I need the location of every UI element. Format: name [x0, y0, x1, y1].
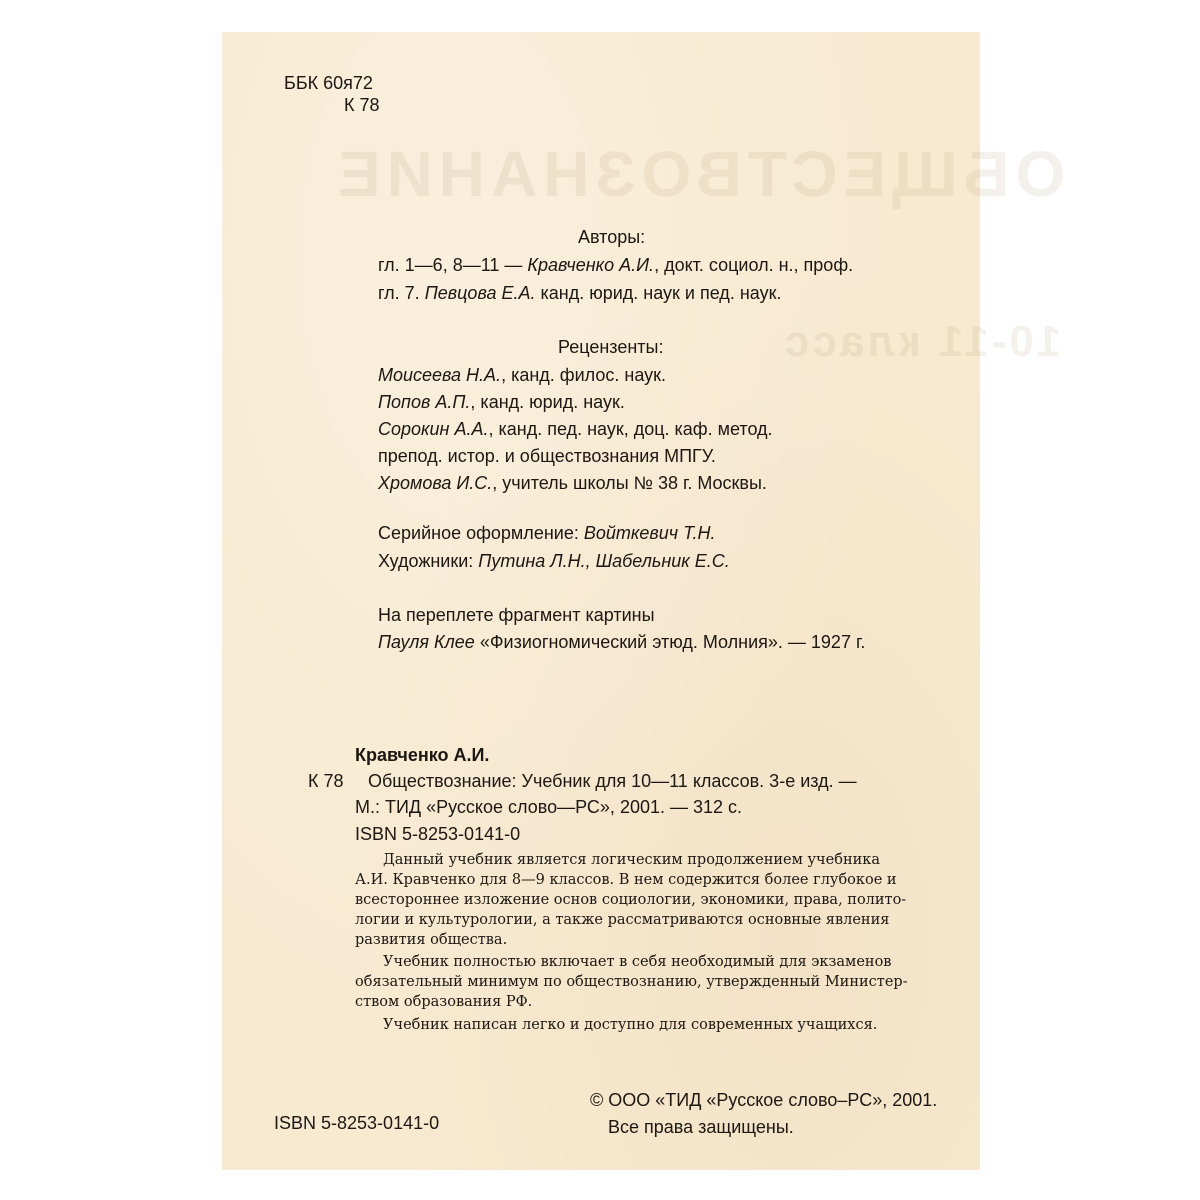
cover-note-line-1: На переплете фрагмент картины — [378, 605, 655, 625]
reviewer-details: , канд. филос. наук. — [501, 365, 666, 385]
reviewer-details: , канд. юрид. наук. — [470, 392, 625, 412]
authors-line-2-rest: канд. юрид. наук и пед. наук. — [535, 283, 782, 303]
author-name: Певцова Е.А. — [424, 283, 536, 303]
reviewer-details: препод. истор. и обществознания МПГУ. — [378, 446, 716, 466]
authors-line-1-prefix: гл. 1—6, 8—11 — — [378, 255, 528, 275]
catalog-author: Кравченко А.И. — [355, 745, 490, 765]
annotation-line: А.И. Кравченко для 8—9 классов. В нем содержится более глубокое и — [355, 872, 897, 888]
cover-note-line-2 — [378, 631, 865, 653]
catalog-isbn: ISBN 5-8253-0141-0 — [355, 824, 521, 844]
series-design-credit — [378, 522, 716, 544]
painting-title: «Физиогномический этюд. Молния». — 1927 г. — [474, 632, 866, 652]
catalog-publisher-line: М.: ТИД «Русское слово—РС», 2001. — 312 с. — [355, 797, 743, 817]
copyright-notice: © ООО «ТИД «Русское слово–РС», 2001. — [590, 1090, 938, 1110]
catalog-code: К 78 — [308, 771, 344, 791]
authors-line-1-rest: , докт. социол. н., проф. — [654, 255, 854, 275]
annotation-line: обязательный минимум по обществознанию, утвержденный Министер- — [355, 974, 908, 990]
reviewer-name: Попов А.П. — [378, 392, 471, 412]
reviewer-line — [378, 364, 666, 386]
author-mark: К 78 — [344, 95, 380, 115]
book-page — [222, 32, 1066, 1170]
catalog-title-line: Обществознание: Учебник для 10—11 классов. 3-е изд. — — [368, 771, 857, 791]
series-designer-name: Войткевич Т.Н. — [583, 523, 716, 543]
reviewer-name: Хромова И.С. — [378, 473, 493, 493]
annotation-line: ством образования РФ. — [355, 994, 533, 1010]
reviewer-line — [378, 418, 773, 440]
show-through-bleed: ОБЩЕСТВОЗНАНИЕ — [332, 138, 1066, 210]
artists-credit — [378, 550, 730, 572]
annotation-line: всестороннее изложение основ социологии, экономики, права, полито- — [355, 892, 907, 908]
reviewer-details: , учитель школы № 38 г. Москвы. — [492, 473, 767, 493]
annotation-line: Данный учебник является логическим продолжением учебника — [383, 852, 880, 868]
annotation-paragraph-2 — [355, 952, 937, 1012]
bbk-code: ББК 60я72 — [284, 73, 373, 93]
authors-line-1 — [378, 254, 853, 276]
artists-label: Художники: — [378, 551, 479, 571]
annotation-line: развития общества. — [355, 932, 508, 948]
author-name: Кравченко А.И. — [527, 255, 655, 275]
reviewer-line — [378, 472, 767, 494]
annotation-line: Учебник полностью включает в себя необходимый для экзаменов — [383, 954, 892, 970]
rights-reserved: Все права защищены. — [608, 1117, 794, 1137]
annotation-paragraph-3: Учебник написан легко и доступно для современных учащихся. — [383, 1017, 878, 1033]
authors-heading: Авторы: — [578, 227, 646, 247]
reviewer-line — [378, 391, 625, 413]
footer-isbn: ISBN 5-8253-0141-0 — [274, 1113, 440, 1133]
artists-names: Путина Л.Н., Шабельник Е.С. — [478, 551, 730, 571]
painter-name: Пауля Клее — [378, 632, 475, 652]
reviewer-details: , канд. пед. наук, доц. каф. метод. — [488, 419, 773, 439]
reviewer-name: Сорокин А.А. — [378, 419, 489, 439]
reviewer-name: Моисеева Н.А. — [378, 365, 502, 385]
reviewer-line — [378, 445, 716, 467]
show-through-bleed-2: 10-11 класс — [782, 317, 1062, 366]
authors-line-2 — [378, 282, 781, 304]
annotation-paragraph-1 — [355, 850, 937, 950]
authors-line-2-prefix: гл. 7. — [378, 283, 425, 303]
reviewers-heading: Рецензенты: — [558, 337, 664, 357]
series-design-label: Серийное оформление: — [378, 523, 584, 543]
annotation-line: логии и культурологии, а также рассматриваются основные явления — [355, 912, 890, 928]
